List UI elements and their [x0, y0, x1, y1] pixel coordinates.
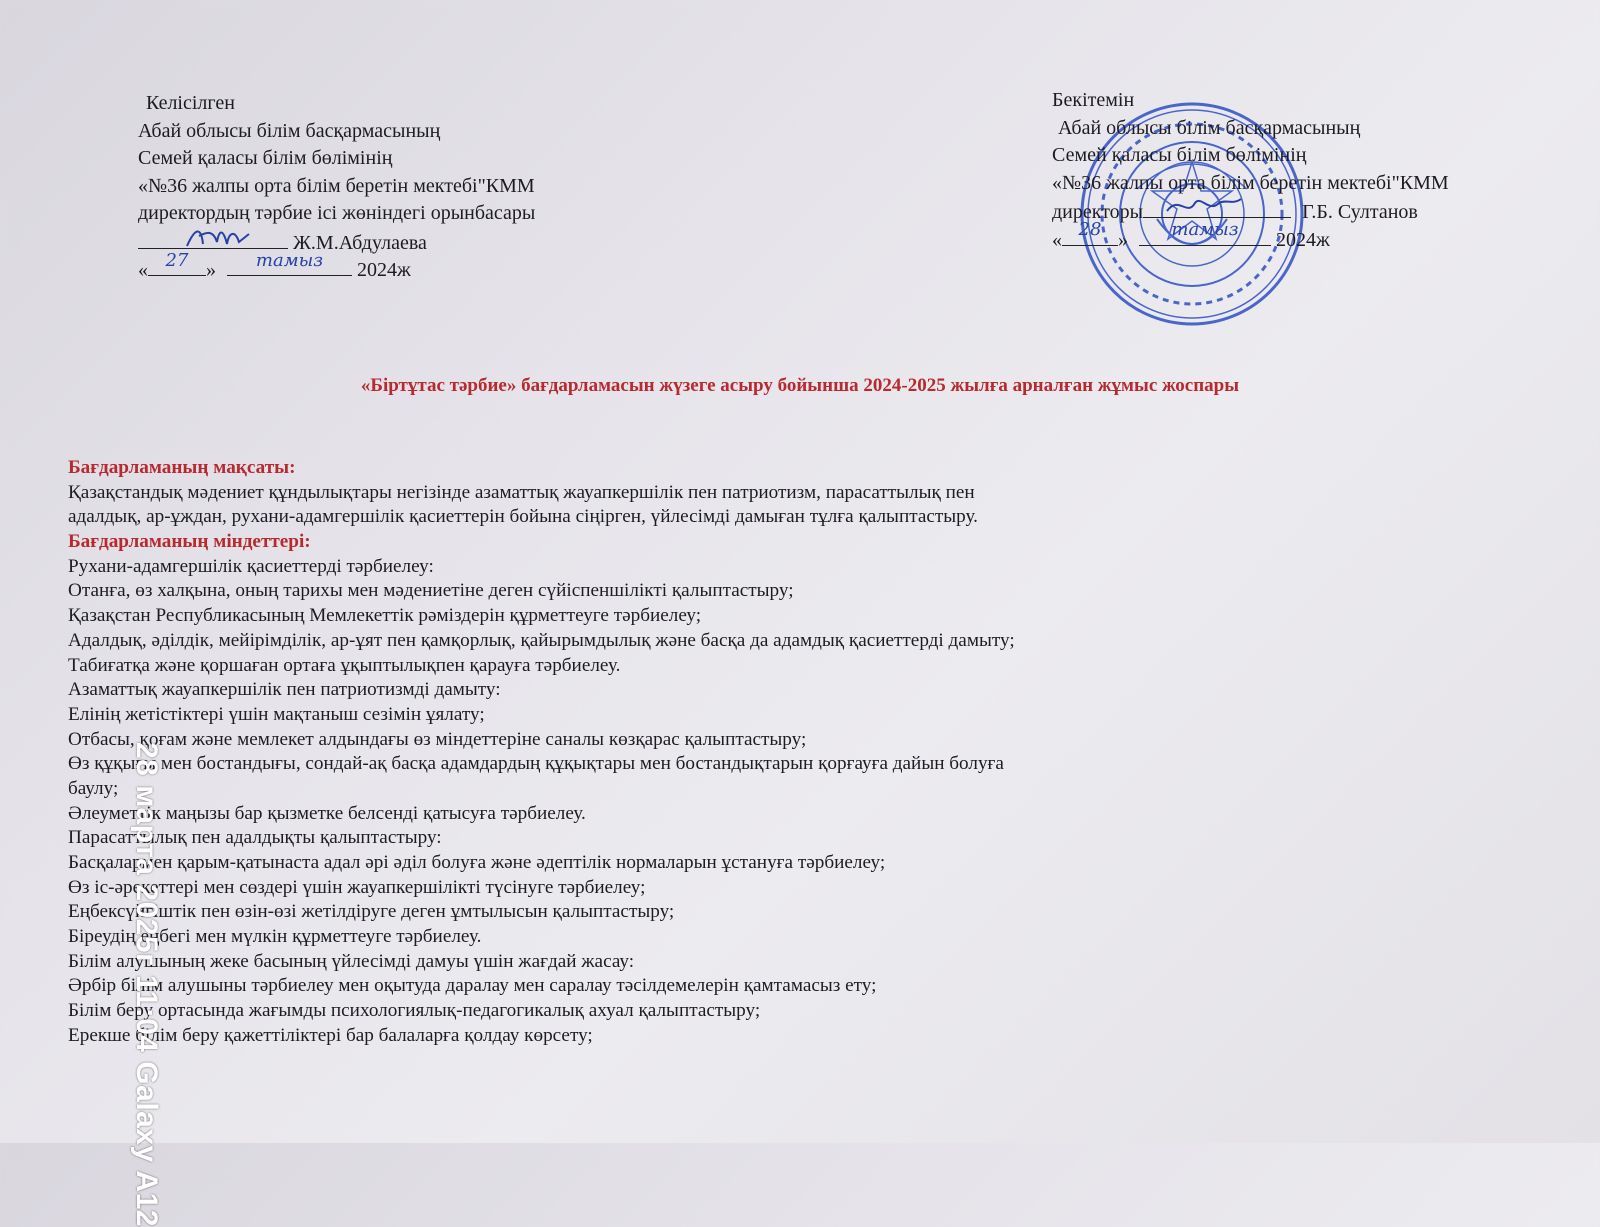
task-line: Ерекше білім беру қажеттіліктері бар балаларға қолдау көрсету;: [68, 1024, 593, 1046]
goal-text-line: адалдық, ар-ұждан, рухани-адамгершілік қасиеттерін бойына сіңірген, үйлесімді дамыған тұлға қалыптастыру.: [68, 506, 978, 528]
task-line: Басқалармен қарым-қатынаста адал әрі әділ болуға және әдептілік нормаларын ұстануға тәрбиелеу;: [68, 852, 886, 873]
approved-dept-line: Семей қаласы білім бөлімінің: [1052, 144, 1307, 166]
task-line: Өз құқығы мен бостандығы, сондай-ақ басқа адамдардың құқықтары мен бостандықтарын қорғауға дайын болуға: [68, 753, 1004, 775]
agreed-signer-name: Ж.М.Абдулаева: [293, 231, 427, 254]
agreed-year: 2024ж: [357, 259, 411, 281]
agreed-day: 27: [165, 249, 189, 271]
handwritten-signature-icon: [183, 222, 253, 250]
task-line: Отанға, өз халқына, оның тарихы мен мәдениетіне деген сүйіспеншілікті қалыптастыру;: [68, 580, 794, 602]
approved-position: директоры: [1052, 201, 1144, 223]
task-line: Әлеуметтік маңызы бар қызметке белсенді қатысуға тәрбиелеу.: [68, 802, 586, 824]
task-line: Білім алушының жеке басының үйлесімді дамуы үшін жағдай жасау:: [68, 950, 635, 972]
approval-block-approved: [1052, 87, 1449, 252]
task-line: Біреудің еңбегі мен мүлкін құрметтеуге тәрбиелеу.: [68, 926, 482, 948]
task-line: баулу;: [68, 777, 119, 799]
task-line: Білім беру ортасында жағымды психологиялық-педагогикалық ахуал қалыптастыру;: [68, 1000, 761, 1022]
camera-timestamp-watermark: 28 марта 2025г 11:04 Galaxy A12: [130, 742, 163, 1227]
agreed-org-line: Абай облысы білім басқармасының: [138, 119, 441, 142]
document-title: «Біртұтас тәрбие» бағдарламасын жүзеге асыру бойынша 2024-2025 жылға арналған жұмыс жоспары: [360, 375, 1240, 396]
handwritten-signature-icon: [1163, 191, 1243, 219]
task-line: Отбасы, қоғам және мемлекет алдындағы өз міндеттеріне саналы көзқарас қалыптастыру;: [68, 728, 807, 750]
task-line: Еңбексүйгіштік пен өзін-өзі жетілдіруге деген ұмтылысын қалыптастыру;: [68, 901, 675, 923]
approved-school-line: «№36 жалпы орта білім беретін мектебі"КММ: [1052, 171, 1449, 194]
approved-date-line: « 28 » тамыз 2024ж: [1052, 225, 1449, 253]
approved-year: 2024ж: [1276, 228, 1330, 251]
goal-text-line: Қазақстандық мәдениет құндылықтары негізінде азаматтық жауапкершілік пен патриотизм, парасаттылық пен: [68, 481, 975, 503]
tasks-heading: Бағдарламаның міндеттері:: [68, 531, 311, 553]
goal-heading: Бағдарламаның мақсаты:: [68, 457, 296, 478]
task-line: Рухани-адамгершілік қасиеттерді тәрбиелеу:: [68, 555, 434, 577]
signature-blank: [138, 228, 288, 249]
agreed-label: Келісілген: [146, 92, 235, 114]
program-body: [68, 456, 1015, 1049]
task-line: Әрбір білім алушыны тәрбиелеу мен оқытуда даралау мен саралау тәсілдемелерін қамтамасыз ету;: [68, 975, 877, 997]
approved-month: тамыз: [1171, 219, 1239, 240]
approval-block-agreed: [138, 90, 535, 283]
task-line: Адалдық, әділдік, мейірімділік, ар-ұят пен қамқорлық, қайырымдылық және басқа да адамдық қасиеттерді дамыту;: [68, 629, 1015, 651]
approved-org-line: Абай облысы білім басқармасының: [1058, 116, 1361, 139]
agreed-month: тамыз: [255, 249, 324, 271]
task-line: Өз іс-әрекеттері мен сөздері үшін жауапкершілікті түсінуге тәрбиелеу;: [68, 876, 646, 898]
agreed-school-line: «№36 жалпы орта білім беретін мектебі"КММ: [138, 174, 535, 197]
agreed-date-line: « 27 » тамыз 2024ж: [138, 255, 535, 283]
agreed-position-line: директордың тәрбие ісі жөніндегі орынбасары: [138, 202, 536, 224]
task-line: Табиғатқа және қоршаған ортаға ұқыптылықпен қарауға тәрбиелеу.: [68, 654, 621, 676]
approved-label: Бекітемін: [1052, 89, 1135, 111]
approved-signer-name: Г.Б. Султанов: [1302, 201, 1418, 223]
task-line: Елінің жетістіктері үшін мақтаныш сезімін ұялату;: [68, 703, 485, 725]
task-line: Азаматтық жауапкершілік пен патриотизмді дамыту:: [68, 679, 501, 701]
task-line: Парасаттылық пен адалдықты қалыптастыру:: [68, 827, 442, 849]
approved-day: 28: [1078, 219, 1102, 240]
signature-blank: [1143, 197, 1291, 218]
task-line: Қазақстан Республикасының Мемлекеттік рәміздерін құрметтеуге тәрбиелеу;: [68, 605, 702, 627]
agreed-dept-line: Семей қаласы білім бөлімінің: [138, 147, 393, 169]
